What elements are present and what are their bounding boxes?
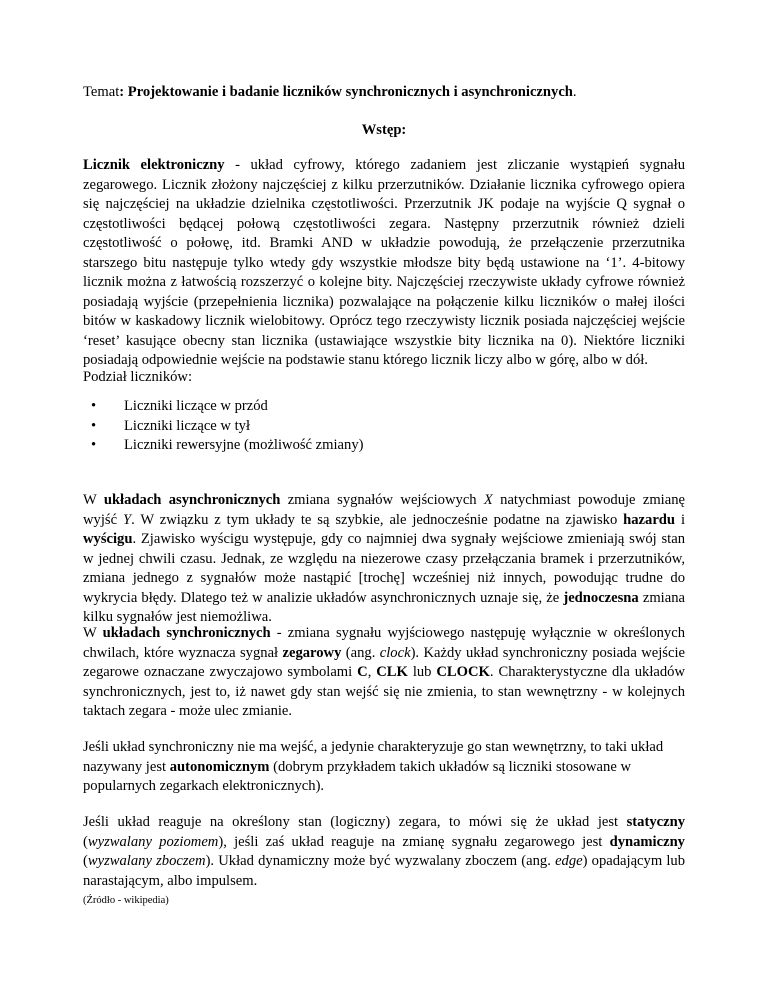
bold-term: wyścigu xyxy=(83,531,133,547)
title-prefix: Temat xyxy=(83,84,120,100)
text-run: ) opadającym lub narastającym, albo impulsem. xyxy=(83,853,685,889)
source-note: (Źródło - wikipedia) xyxy=(83,895,169,906)
document-title xyxy=(83,83,685,103)
list-item-text: Liczniki rewersyjne (możliwość zmiany) xyxy=(124,437,364,453)
text-run: ( xyxy=(83,853,88,869)
text-run: Jeśli układ synchroniczny nie ma wejść, a jedynie charakteryzuje go stan wewnętrzny, to taki układ nazywany jest xyxy=(83,739,664,775)
italic-term: X xyxy=(483,492,493,508)
text-run: - zmiana sygnału wyjściowego następuję wyłącznie w określonych chwilach, które wyznacza sygnał xyxy=(83,625,685,661)
text-run: . W związku z tym układy te są szybkie, ale jednocześnie podatne na zjawisko xyxy=(131,511,624,528)
text-run: (dobrym przykładem takich układów są liczniki stosowane w popularnych zegarkach elektronicznych). xyxy=(83,758,631,794)
bold-term: CLOCK xyxy=(436,664,490,680)
bold-term: hazardu xyxy=(623,511,676,528)
bold-term: C xyxy=(357,664,368,680)
bold-term: CLK xyxy=(376,664,408,680)
text-run: . Charakterystyczne dla układów synchronicznych, jest to, iż nawet gdy stan wejść się nie zmienia, to stan wewnętrzny - w kolejnych taktach zegara - może ulec zmianie. xyxy=(83,664,685,719)
italic-term: wyzwalany zboczem xyxy=(87,853,206,869)
text-run: natychmiast powoduje zmianę wyjść xyxy=(83,492,685,528)
text-run: , xyxy=(367,664,377,680)
text-run: ( xyxy=(83,833,88,850)
division-label: Podział liczników: xyxy=(83,369,193,385)
bold-term: dynamiczny xyxy=(609,833,685,850)
division-list xyxy=(83,397,364,456)
list-item-text: Liczniki liczące w przód xyxy=(124,398,268,414)
list-item xyxy=(83,417,364,437)
list-item-text: Liczniki liczące w tył xyxy=(124,417,251,434)
text-run: ). Każdy układ synchroniczny posiada wejście zegarowe oznaczane zwyczajowo symbolami xyxy=(83,644,685,680)
intro-text: - układ cyfrowy, którego zadaniem jest zliczanie wystąpień sygnału zegarowego. Licznik złożony najczęściej z kilku przerzutników. Działanie licznika cyfrowego opiera się najczęściej na układzie dzielnika częstotliwości. Przerzutnik JK podaje na wyjście Q sygnał o częstotliwości będącej połową częstotliwości zegara. Następny przerzutnik również dzieli częstotliwość o połowę, itd. Bramki AND w układzie powodują, że przełączenie przerzutnika starszego bitu następuje tylko wtedy gdy wszystkie młodsze bity będą ustawione na ‘1’. 4-bitowy licznik można z łatwością rozszerzyć o kolejne bity. Najczęściej rzeczywiste układy cyfrowe również posiadają wyjście (przepełnienia licznika) pozwalające na połączenie kilku liczników o małej ilości bitów w kaskadowy licznik wielobitowy. Oprócz tego rzeczywisty licznik posiada najczęściej wejście ‘reset’ kasujące obecny stan licznika (ustawiające wszystkie bity licznika na 0). Niektóre liczniki posiadają odpowiednie wejście na podstawie stanu którego licznik liczy albo w górę, albo w dół. xyxy=(83,157,686,368)
title-text: : Projektowanie i badanie liczników synchronicznych i asynchronicznych xyxy=(119,84,573,100)
text-run: W xyxy=(83,492,104,508)
text-run: (ang. xyxy=(341,644,380,661)
italic-term: wyzwalany poziomem xyxy=(87,833,219,850)
static-paragraph xyxy=(83,813,685,891)
bold-term: układach synchronicznych xyxy=(102,625,271,641)
bold-term: jednoczesna xyxy=(563,589,639,606)
bold-term: statyczny xyxy=(626,814,685,830)
intro-paragraph xyxy=(83,156,685,371)
section-heading: Wstęp: xyxy=(361,122,407,138)
text-run: lub xyxy=(407,664,437,680)
bold-term: układach asynchronicznych xyxy=(103,492,281,508)
title-end: . xyxy=(572,84,577,100)
autonomous-paragraph xyxy=(83,738,685,797)
list-item xyxy=(83,397,364,417)
text-run: ), jeśli zaś układ reaguje na zmianę sygnału zegarowego jest xyxy=(218,833,610,850)
text-run: zmiana kilku sygnałów jest niemożliwa. xyxy=(83,589,685,625)
async-paragraph xyxy=(83,491,685,628)
bullet-icon: • xyxy=(91,437,97,453)
text-run: . Zjawisko wyścigu występuje, gdy co najmniej dwa sygnały wejściowe zmieniają swój stan w jednej chwili czasu. Jednak, ze względu na niezerowe czasy przełączania bramek i przerzutników, zmiana jednego z sygnałów może nastąpić [trochę] wcześniej niż innych, powodując trudne do wykrycia błędy. Dlatego też w analizie układów asynchronicznych uznaje się, że xyxy=(83,531,685,606)
bold-term: zegarowy xyxy=(282,644,342,661)
bullet-icon: • xyxy=(91,417,97,434)
italic-term: Y xyxy=(122,511,132,528)
bullet-icon: • xyxy=(91,398,97,414)
text-run: Jeśli układ reaguje na określony stan (logiczny) zegara, to mówi się że układ jest xyxy=(83,814,627,830)
text-run: zmiana sygnałów wejściowych xyxy=(280,492,484,508)
sync-paragraph xyxy=(83,624,685,722)
italic-term: clock xyxy=(379,644,411,661)
list-item xyxy=(83,436,364,456)
text-run: i xyxy=(675,511,685,528)
text-run: W xyxy=(83,625,103,641)
italic-term: edge xyxy=(555,853,583,869)
text-run: ). Układ dynamiczny może być wyzwalany zboczem (ang. xyxy=(205,853,556,869)
bold-term: autonomicznym xyxy=(169,758,270,775)
intro-term: Licznik elektroniczny xyxy=(83,157,225,173)
